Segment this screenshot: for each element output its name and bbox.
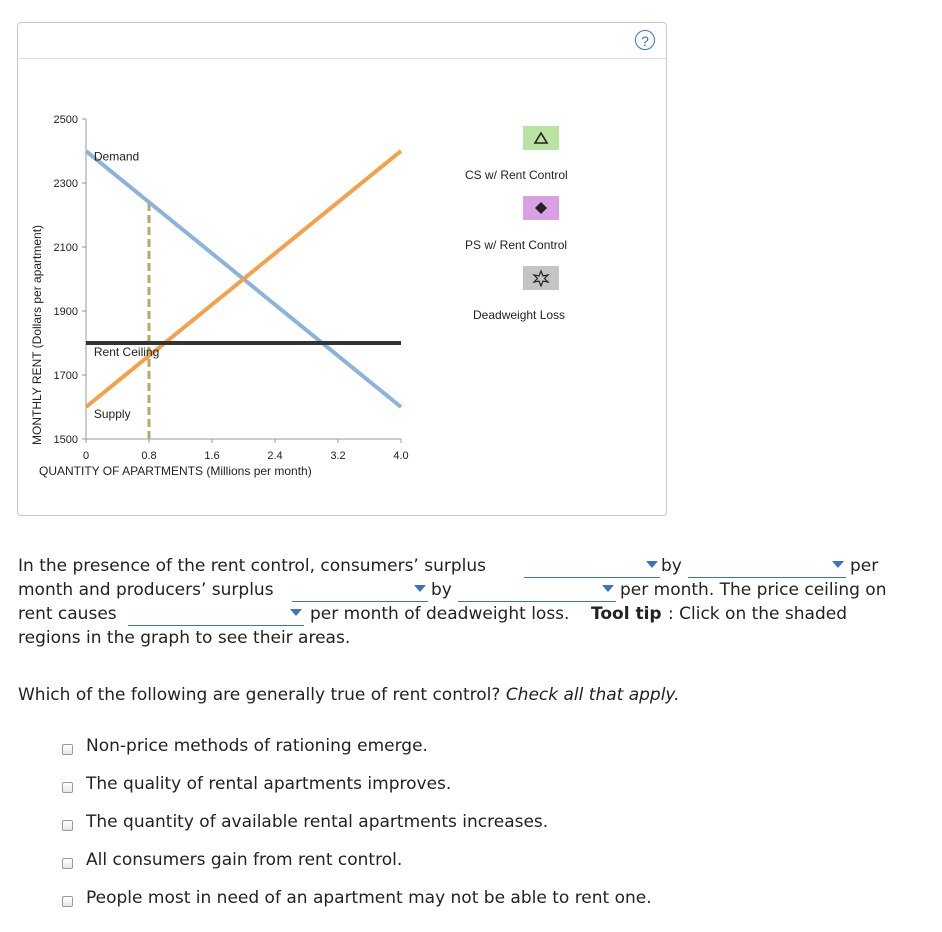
ps-legend-swatch[interactable] — [523, 196, 559, 220]
q-text-2b: by — [431, 580, 452, 600]
help-icon[interactable]: ? — [635, 30, 655, 50]
q-text-2a: month and producers’ surplus — [18, 580, 274, 600]
cs-legend-label: CS w/ Rent Control — [465, 168, 568, 182]
q-text-1a: In the presence of the rent control, consumers’ surplus — [18, 556, 486, 576]
q-text-3b: per month of deadweight loss. — [310, 604, 570, 624]
x-tick-label: 4.0 — [393, 450, 409, 462]
option-label: The quantity of available rental apartments increases. — [86, 812, 549, 832]
y-tick-label: 2300 — [53, 178, 78, 190]
series-lines — [86, 150, 401, 439]
q-text-2c: per month. The price ceiling on — [620, 580, 887, 600]
y-tick-label: 1900 — [53, 306, 78, 318]
x-axis-label: QUANTITY OF APARTMENTS (Millions per month) — [39, 464, 312, 478]
chevron-down-icon — [646, 561, 658, 568]
x-tick-label: 2.4 — [267, 450, 283, 462]
rent-control-chart[interactable] — [18, 73, 448, 513]
chevron-down-icon — [290, 609, 302, 616]
x-tick-label: 1.6 — [204, 450, 220, 462]
x-axis — [83, 439, 409, 462]
option-label: The quality of rental apartments improves. — [86, 774, 452, 794]
checkbox[interactable] — [62, 820, 73, 831]
cs-amount-dropdown[interactable] — [688, 555, 846, 578]
chevron-down-icon — [832, 561, 844, 568]
checkbox[interactable] — [62, 858, 73, 869]
y-tick-label: 2500 — [53, 114, 78, 126]
q-text-3c: : Click on the shaded — [668, 604, 848, 624]
q-text-3a: rent causes — [18, 604, 117, 624]
rent-ceiling-label: Rent Ceiling — [93, 344, 160, 359]
x-tick-label: 0 — [82, 450, 90, 462]
y-axis-label: MONTHLY RENT (Dollars per apartment) — [30, 224, 44, 445]
dwl-legend-label: Deadweight Loss — [473, 308, 566, 322]
supply-label: Supply — [93, 407, 131, 422]
cs-change-dropdown[interactable] — [524, 555, 660, 578]
ps-legend-label: PS w/ Rent Control — [465, 238, 568, 252]
checkbox-question — [18, 685, 680, 705]
x-tick-label: 0.8 — [141, 450, 157, 462]
q2-emphasis: Check all that apply. — [505, 685, 680, 705]
q-text-1c: per — [850, 556, 879, 576]
option-label: Non-price methods of rationing emerge. — [86, 736, 428, 756]
ps-amount-dropdown[interactable] — [458, 579, 616, 602]
q-text-1b: by — [661, 556, 682, 576]
cs-legend-swatch[interactable] — [523, 126, 559, 150]
checkbox[interactable] — [62, 896, 73, 907]
tooltip-label: Tool tip — [591, 604, 662, 624]
chevron-down-icon — [602, 585, 614, 592]
graph-panel — [17, 22, 667, 516]
y-axis — [54, 114, 86, 446]
dwl-legend-swatch[interactable] — [523, 266, 559, 290]
demand-label: Demand — [93, 149, 140, 164]
option-label: All consumers gain from rent control. — [86, 850, 403, 870]
ps-change-dropdown[interactable] — [292, 579, 428, 602]
dwl-amount-dropdown[interactable] — [128, 603, 304, 626]
option-label: People most in need of an apartment may not be able to rent one. — [86, 888, 652, 908]
y-tick-label: 1500 — [53, 434, 78, 446]
y-tick-label: 1700 — [53, 370, 78, 382]
x-tick-label: 3.2 — [330, 450, 346, 462]
y-tick-label: 2100 — [53, 242, 78, 254]
q2-text: Which of the following are generally true of rent control? — [18, 685, 501, 705]
checkbox[interactable] — [62, 782, 73, 793]
chevron-down-icon — [414, 585, 426, 592]
q-text-4: regions in the graph to see their areas. — [18, 628, 351, 648]
checkbox[interactable] — [62, 744, 73, 755]
panel-toolbar — [18, 23, 666, 59]
